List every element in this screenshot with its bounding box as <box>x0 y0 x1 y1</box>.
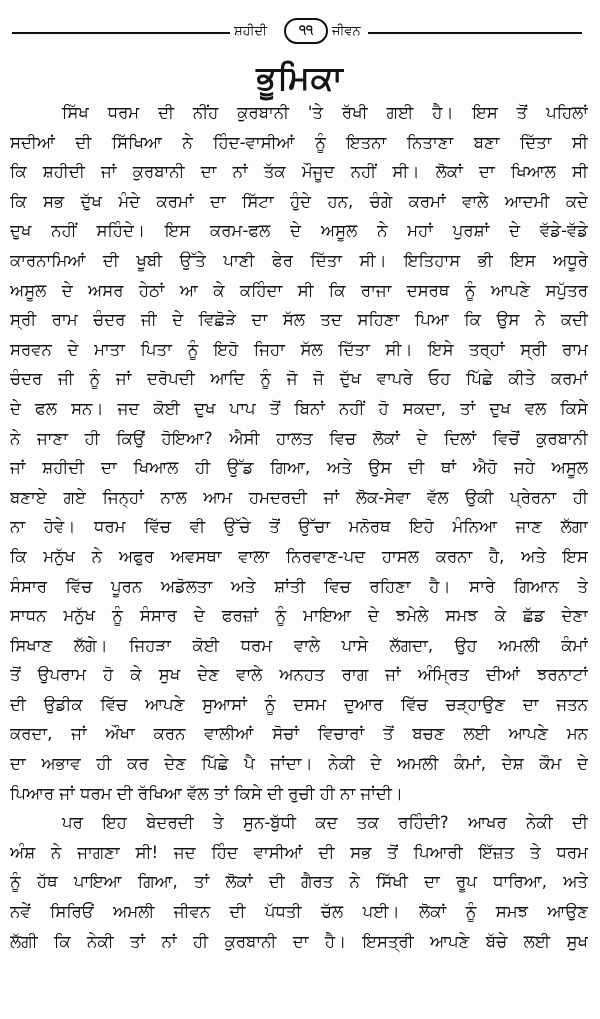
text-line: ਨੂੰ ਹੱਥ ਪਾਇਆ ਗਿਆ, ਤਾਂ ਲੋਕਾਂ ਦੀ ਗੈਰਤ ਨੇ ਸਿੱਖੀ ਦਾ ਰੂਪ ਧਾਰਿਆ, ਅਤੇ <box>10 872 588 892</box>
text-line: ਸਰਵਨ ਦੇ ਮਾਤਾ ਪਿਤਾ ਨੂੰ ਇਹੋ ਜਿਹਾ ਸੱਲ ਦਿੱਤਾ ਸੀ। ਇਸੇ ਤਰ੍ਹਾਂ ਸ੍ਰੀ ਰਾਮ <box>10 339 588 359</box>
text-line: ਨੇ ਜਾਣਾ ਹੀ ਕਿਉਂ ਹੋਇਆ? ਐਸੀ ਹਾਲਤ ਵਿਚ ਲੋਕਾਂ ਦੇ ਦਿਲਾਂ ਵਿਚੋਂ ਕੁਰਬਾਨੀ <box>10 428 588 448</box>
text-line: ਪਰ ਇਹ ਬੇਦਰਦੀ ਤੇ ਸੁਨ-ਬੁੱਧੀ ਕਦ ਤਕ ਰਹਿੰਦੀ? ਆਖਰ ਨੇਕੀ ਦੀ <box>62 813 588 833</box>
text-line: ਦੇ ਫਲ ਸਨ। ਜਦ ਕੋਈ ਦੁਖ ਪਾਪ ਤੋਂ ਬਿਨਾਂ ਨਹੀਂ ਹੋ ਸਕਦਾ, ਤਾਂ ਦੁਖ ਵਲ ਕਿਸੇ <box>10 398 588 418</box>
text-line: ਦੁਖ ਨਹੀਂ ਸਹਿੰਦੇ। ਇਸ ਕਰਮ-ਫਲ ਦੇ ਅਸੂਲ ਨੇ ਮਹਾਂ ਪੁਰਸ਼ਾਂ ਦੇ ਵੱਡੇ-ਵੱਡੇ <box>10 221 588 241</box>
header-right-word: ਜੀਵਨ <box>332 24 361 39</box>
text-line: ਨਵੇਂ ਸਿਰਿਓਂ ਅਮਲੀ ਜੀਵਨ ਦੀ ਪੱਧਤੀ ਚੱਲ ਪਈ। ਲੋਕਾਂ ਨੂੰ ਸਮਝ ਆਉਣ <box>10 902 588 922</box>
text-line: ਕਿ ਮਨੁੱਖ ਨੇ ਅਫੁਰ ਅਵਸਥਾ ਵਾਲਾ ਨਿਰਵਾਣ-ਪਦ ਹਾਸਲ ਕਰਨਾ ਹੈ, ਅਤੇ ਇਸ <box>10 546 588 566</box>
text-line: ਸਦੀਆਂ ਦੀ ਸਿੱਖਿਆ ਨੇ ਹਿੰਦ-ਵਾਸੀਆਂ ਨੂੰ ਇਤਨਾ ਨਿਤਾਣਾ ਬਣਾ ਦਿੱਤਾ ਸੀ <box>10 132 588 152</box>
text-line: ਕਿ ਸ਼ਹੀਦੀ ਜਾਂ ਕੁਰਬਾਨੀ ਦਾ ਨਾਂ ਤੱਕ ਮੌਜੂਦ ਨਹੀਂ ਸੀ। ਲੋਕਾਂ ਦਾ ਖਿਆਲ ਸੀ <box>10 162 588 182</box>
page-number: ੧੧ <box>298 23 314 38</box>
running-header <box>12 18 582 48</box>
header-rule-left <box>12 32 230 34</box>
body-text <box>10 98 588 956</box>
text-line: ਕਿ ਸਭ ਦੁੱਖ ਮੰਦੇ ਕਰਮਾਂ ਦਾ ਸਿੱਟਾ ਹੁੰਦੇ ਹਨ, ਚੰਗੇ ਕਰਮਾਂ ਵਾਲੇ ਆਦਮੀ ਕਦੇ <box>10 191 588 211</box>
page-number-badge <box>284 18 328 44</box>
text-line: ਅਸੂਲ ਦੇ ਅਸਰ ਹੇਠਾਂ ਆ ਕੇ ਕਹਿੰਦਾ ਸੀ ਕਿ ਰਾਜਾ ਦਸਰਥ ਨੂੰ ਆਪਣੇ ਸਪੁੱਤਰ <box>10 280 588 300</box>
text-line: ਲੱਗੀ ਕਿ ਨੇਕੀ ਤਾਂ ਨਾਂ ਹੀ ਕੁਰਬਾਨੀ ਦਾ ਹੈ। ਇਸਤ੍ਰੀ ਆਪਣੇ ਬੱਚੇ ਲਈ ਸੁਖ <box>10 931 588 951</box>
text-line: ਸਾਧਨ ਮਨੁੱਖ ਨੂੰ ਸੰਸਾਰ ਦੇ ਫਰਜ਼ਾਂ ਨੂੰ ਮਾਇਆ ਦੇ ਝਮੇਲੇ ਸਮਝ ਕੇ ਛੱਡ ਦੇਣਾ <box>10 606 588 626</box>
text-line: ਬਣਾਏ ਗਏ ਜਿਨ੍ਹਾਂ ਨਾਲ ਆਮ ਹਮਦਰਦੀ ਜਾਂ ਲੋਕ-ਸੇਵਾ ਵੱਲ ਉਕੀ ਪ੍ਰੇਰਨਾ ਹੀ <box>10 487 588 507</box>
chapter-title: ਭੂਮਿਕਾ <box>256 58 344 97</box>
text-line: ਨਾ ਹੋਵੇ। ਧਰਮ ਵਿੱਚ ਵੀ ਉੱਚੇ ਤੋਂ ਉੱਚਾ ਮਨੋਰਥ ਇਹੋ ਮੰਨਿਆ ਜਾਣ ਲੱਗਾ <box>10 517 588 537</box>
text-line: ਜਾਂ ਸ਼ਹੀਦੀ ਦਾ ਖਿਆਲ ਹੀ ਉੱਡ ਗਿਆ, ਅਤੇ ਉਸ ਦੀ ਥਾਂ ਐਹੋ ਜਹੇ ਅਸੂਲ <box>10 458 588 478</box>
text-line: ਸ੍ਰੀ ਰਾਮ ਚੰਦਰ ਜੀ ਦੇ ਵਿਛੋੜੇ ਦਾ ਸੱਲ ਤਦ ਸਹਿਣਾ ਪਿਆ ਕਿ ਉਸ ਨੇ ਕਦੀ <box>10 310 588 330</box>
text-line: ਸੰਸਾਰ ਵਿੱਚ ਪੂਰਨ ਅਡੋਲਤਾ ਅਤੇ ਸ਼ਾਂਤੀ ਵਿਚ ਰਹਿਣਾ ਹੈ। ਸਾਰੇ ਗਿਆਨ ਤੇ <box>10 576 588 596</box>
text-line: ਪਿਆਰ ਜਾਂ ਧਰਮ ਦੀ ਰੱਖਿਆ ਵੱਲ ਤਾਂ ਕਿਸੇ ਦੀ ਰੁਚੀ ਹੀ ਨਾ ਜਾਂਦੀ। <box>10 783 403 803</box>
text-line: ਸਿਖਾਣ ਲੱਗੇ। ਜਿਹੜਾ ਕੋਈ ਧਰਮ ਵਾਲੇ ਪਾਸੇ ਲੱਗਦਾ, ਉਹ ਅਮਲੀ ਕੰਮਾਂ <box>10 635 588 655</box>
text-line: ਤੋਂ ਉਪਰਾਮ ਹੋ ਕੇ ਸੁਖ ਦੇਣ ਵਾਲੇ ਅਨਹਤ ਰਾਗ ਜਾਂ ਅੰਮ੍ਰਿਤ ਦੀਆਂ ਝਰਨਾਟਾਂ <box>10 665 588 685</box>
text-line: ਕਰਦਾ, ਜਾਂ ਔਖਾ ਕਰਨ ਵਾਲੀਆਂ ਸੋਚਾਂ ਵਿਚਾਰਾਂ ਤੋਂ ਬਚਣ ਲਈ ਆਪਣੇ ਮਨ <box>10 724 588 744</box>
text-line: ਅੰਸ਼ ਨੇ ਜਾਗਣਾ ਸੀ! ਜਦ ਹਿੰਦ ਵਾਸੀਆਂ ਦੀ ਸਭ ਤੋਂ ਪਿਆਰੀ ਇੱਜ਼ਤ ਤੇ ਧਰਮ <box>10 842 588 862</box>
text-line: ਦਾ ਅਭਾਵ ਹੀ ਕਰ ਦੇਣ ਪਿੱਛੇ ਪੈ ਜਾਂਦਾ। ਨੇਕੀ ਦੇ ਅਮਲੀ ਕੰਮਾਂ, ਦੇਸ਼ ਕੌਮ ਦੇ <box>10 754 588 774</box>
text-line: ਸਿੱਖ ਧਰਮ ਦੀ ਨੀਂਹ ਕੁਰਬਾਨੀ 'ਤੇ ਰੱਖੀ ਗਈ ਹੈ। ਇਸ ਤੋਂ ਪਹਿਲਾਂ <box>62 103 588 122</box>
header-left-word: ਸ਼ਹੀਦੀ <box>234 24 268 39</box>
text-line: ਚੰਦਰ ਜੀ ਨੂੰ ਜਾਂ ਦਰੋਪਦੀ ਆਦਿ ਨੂੰ ਜੋ ਜੋ ਦੁੱਖ ਵਾਪਰੇ ਓਹ ਪਿੱਛੇ ਕੀਤੇ ਕਰਮਾਂ <box>10 369 588 389</box>
text-line: ਦੀ ਉਡੀਕ ਵਿੱਚ ਆਪਣੇ ਸੁਆਸਾਂ ਨੂੰ ਦਸਮ ਦੁਆਰ ਵਿੱਚ ਚੜ੍ਹਾਉਣ ਦਾ ਜਤਨ <box>10 694 588 714</box>
header-rule-right <box>368 32 582 34</box>
text-line: ਕਾਰਨਾਮਿਆਂ ਦੀ ਖੂਬੀ ਉੱਤੇ ਪਾਣੀ ਫੇਰ ਦਿੱਤਾ ਸੀ। ਇਤਿਹਾਸ ਭੀ ਇਸ ਅਧੂਰੇ <box>10 250 588 270</box>
